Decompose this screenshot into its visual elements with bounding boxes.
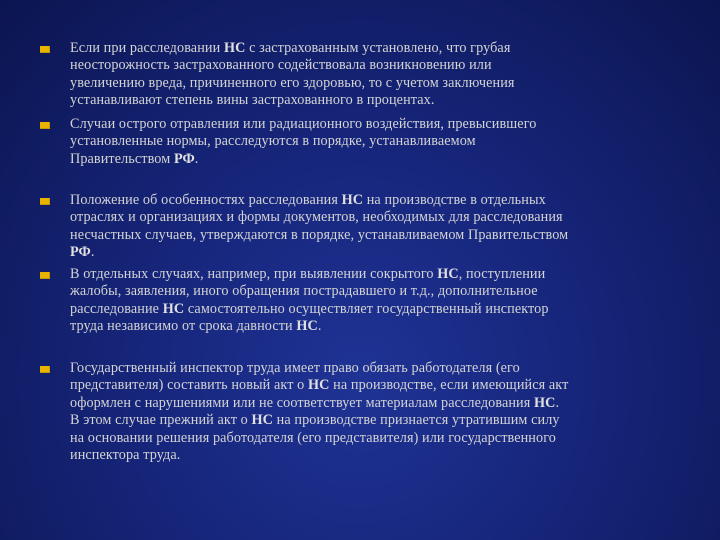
bullet-item [40, 360, 680, 464]
square-bullet-icon [40, 46, 50, 53]
bullet-text: В отдельных случаях, например, при выявлении сокрытого НС, поступлении жалобы, заявления, иного обращения пострадавшего и т.д., дополнительное расследование НС самостоятельно осуществляет государственный инспектор труда независимо от срока давности НС. [70, 266, 549, 335]
bullet-item [40, 116, 680, 168]
bullet-item [40, 40, 680, 110]
square-bullet-icon [40, 272, 50, 279]
bullet-text: Положение об особенностях расследования НС на производстве в отдельных отраслях и организациях и формы документов, необходимых для расследования несчастных случаев, утверждаются в порядке, устанавливаемом Правительством РФ. [70, 192, 569, 261]
bullet-item [40, 192, 680, 262]
bullet-text: Государственный инспектор труда имеет право обязать работодателя (его представителя) составить новый акт о НС на производстве, если имеющийся акт оформлен с нарушениями или не соответствует материалам расследования НС. В этом случае прежний акт о НС на производстве признается утратившим силу на основании решения работодателя (его представителя) или государственного инспектора труда. [70, 360, 569, 464]
square-bullet-icon [40, 122, 50, 129]
bullet-item [40, 266, 680, 336]
bullet-text: Если при расследовании НС с застрахованным установлено, что грубая неосторожность застрахованного содействовала возникновению или увеличению вреда, причиненного его здоровью, то с учетом заключения устанавливают степень вины застрахованного в процентах. [70, 40, 515, 109]
bullet-text: Случаи острого отравления или радиационного воздействия, превысившего установленные нормы, расследуются в порядке, устанавливаемом Правительством РФ. [70, 116, 537, 167]
square-bullet-icon [40, 366, 50, 373]
square-bullet-icon [40, 198, 50, 205]
